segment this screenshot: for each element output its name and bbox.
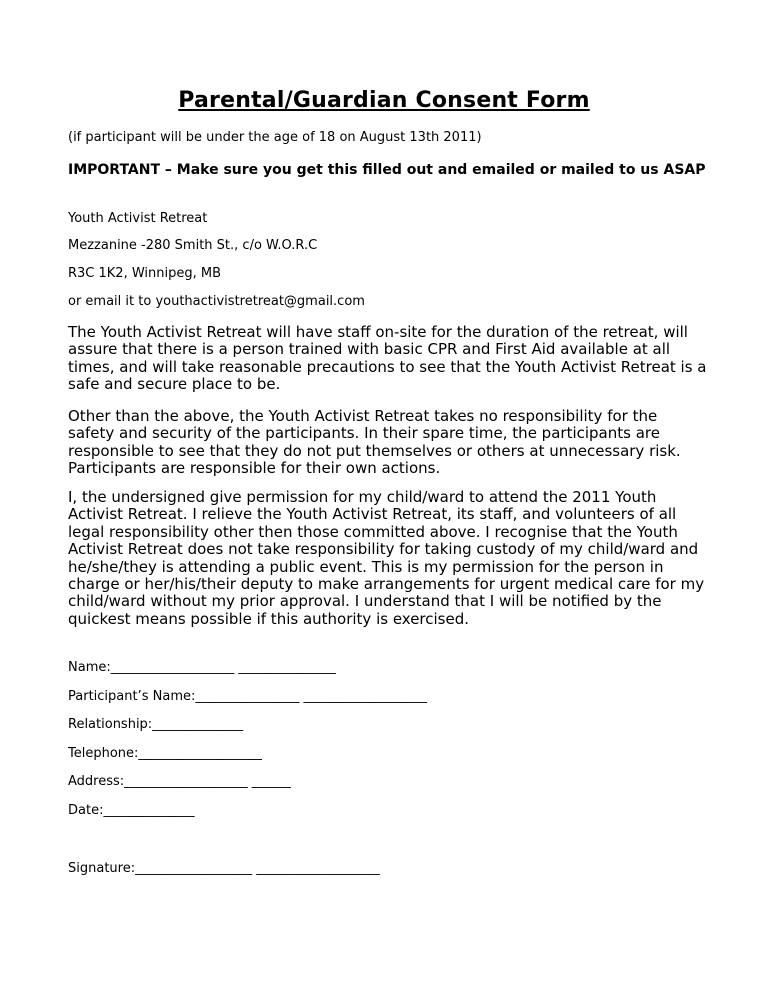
relationship-field[interactable]: Relationship:______________ [68,717,244,732]
date-field[interactable]: Date:______________ [68,803,195,818]
address-line-street: Mezzanine -280 Smith St., c/o W.O.R.C [68,238,318,253]
address-line-organization: Youth Activist Retreat [68,211,208,226]
important-notice: IMPORTANT – Make sure you get this filled out and emailed or mailed to us ASAP [68,162,706,178]
email-line: or email it to youthactivistretreat@gmail.com [68,294,365,309]
address-line-city: R3C 1K2, Winnipeg, MB [68,266,222,281]
paragraph-staff-onsite: The Youth Activist Retreat will have staff on-site for the duration of the retreat, will assure that there is a person trained with basic CPR and First Aid available at all times, and will take reasonable precautions to see that the Youth Activist Retreat is a safe and secure place to be. [68,323,707,394]
participant-name-field[interactable]: Participant’s Name:________________ ___________________ [68,689,427,704]
name-field[interactable]: Name:___________________ _______________ [68,660,336,675]
age-note: (if participant will be under the age of 18 on August 13th 2011) [68,130,482,145]
signature-field[interactable]: Signature:__________________ ___________________ [68,861,380,876]
page-title: Parental/Guardian Consent Form [178,88,590,113]
telephone-field[interactable]: Telephone:___________________ [68,746,262,761]
paragraph-permission: I, the undersigned give permission for my child/ward to attend the 2011 Youth Activist Retreat. I relieve the Youth Activist Retreat, its staff, and volunteers of all legal responsibility other then those committed above. I recognise that the Youth Activist Retreat does not take responsibility for taking custody of my child/ward and he/she/they is attending a public event. This is my permission for the person in charge or her/his/their deputy to make arrangements for urgent medical care for my child/ward without my prior approval. I understand that I will be notified by the quickest means possible if this authority is exercised. [68,488,705,628]
address-field[interactable]: Address:___________________ ______ [68,774,291,789]
paragraph-responsibility: Other than the above, the Youth Activist Retreat takes no responsibility for the safety and security of the participants. In their spare time, the participants are responsible to see that they do not put themselves or others at unnecessary risk. Participants are responsible for their own actions. [68,407,681,478]
